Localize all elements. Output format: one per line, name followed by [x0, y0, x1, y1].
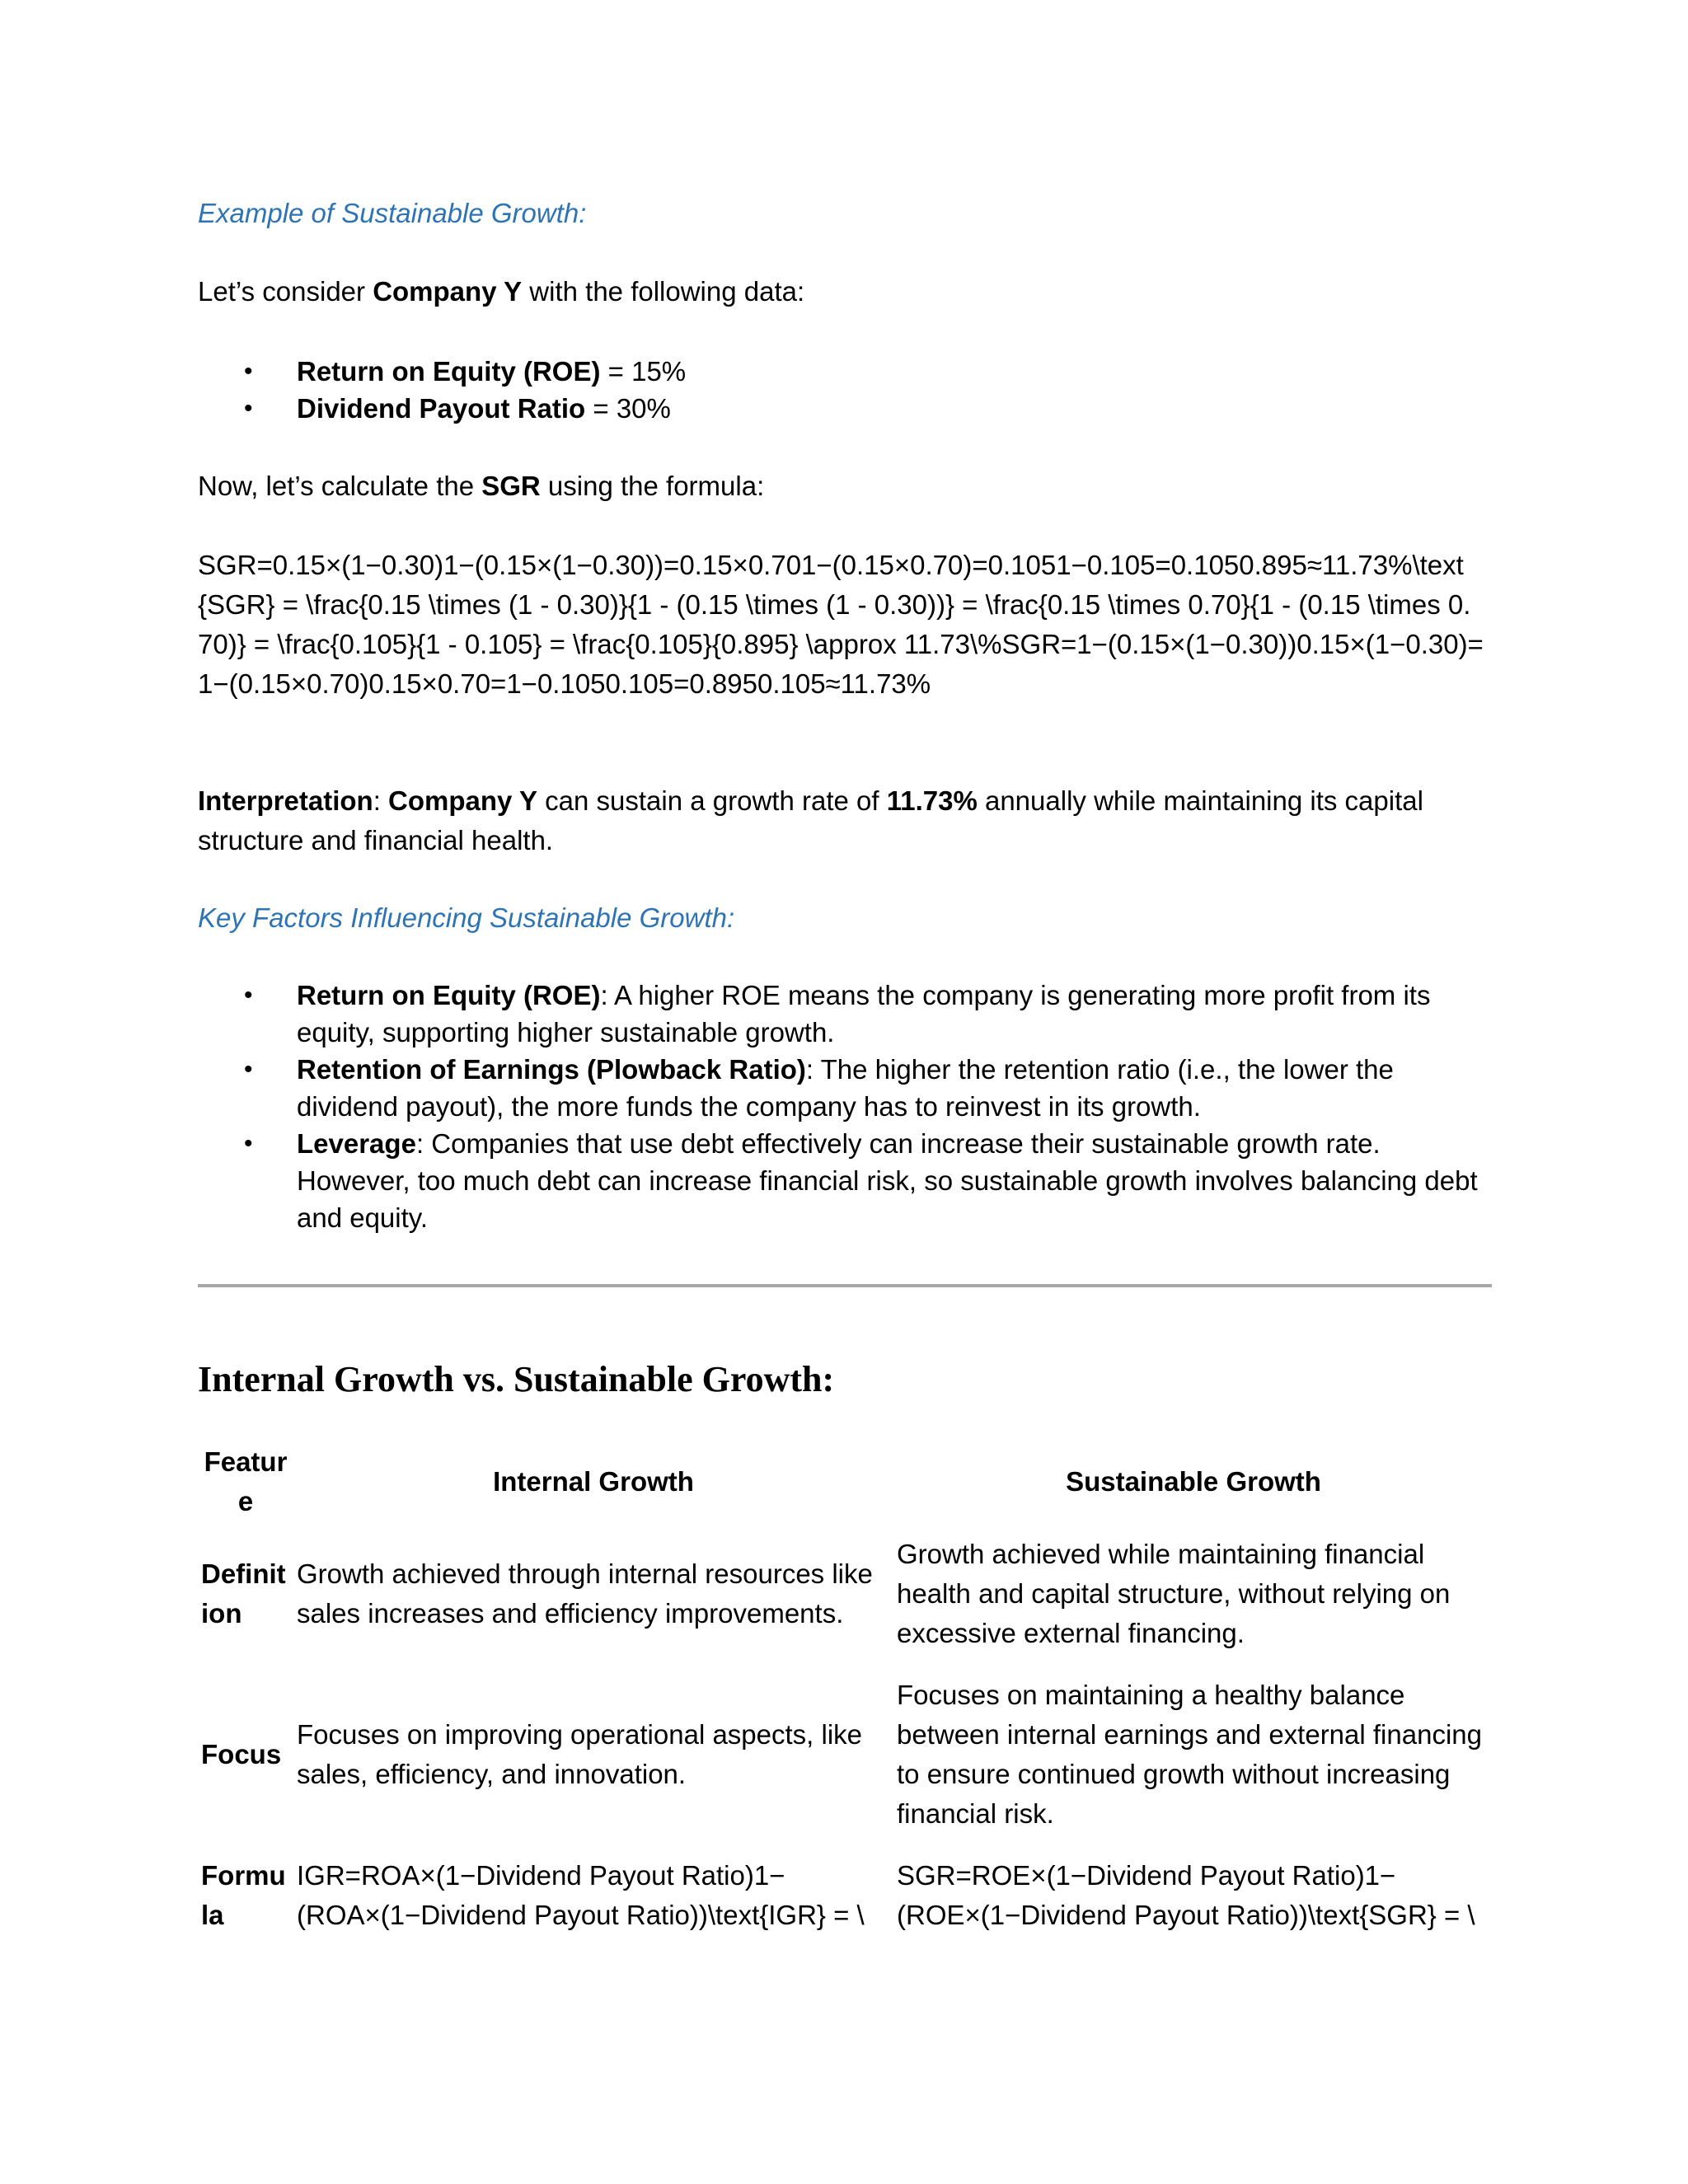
row-feature: Focus: [201, 1739, 282, 1769]
bullet-icon: •: [244, 1056, 253, 1083]
list-item: [198, 1051, 1500, 1125]
factor-label: Retention of Earnings (Plowback Ratio): [297, 1054, 806, 1085]
calc-prefix: Now, let’s calculate the: [198, 471, 482, 501]
row-internal: IGR=ROA×(1−Dividend Payout Ratio)1−(ROA×(1−Dividend Payout Ratio))\text{IGR} = \: [297, 1860, 865, 1930]
data-list: [198, 353, 1500, 427]
calc-suffix: using the formula:: [540, 471, 765, 501]
table-row: [198, 1660, 1493, 1849]
sgr-formula: SGR=0.15×(1−0.30)1−(0.15×(1−0.30))=0.15×0.701−(0.15×0.70)=0.1051−0.105=0.1050.895≈11.73%\text{SGR} = \frac{0.15 \times (1 - 0.30)}{1 - (0.15 \times (1 - 0.30))} = \frac{0.15 \times 0.70}{1 - (0.15 \times 0.70)} = \frac{0.105}{1 - 0.105} = \frac{0.105}{0.895} \approx 11.73\%SGR=1−(0.15×(1−0.30))0.15×(1−0.30)=1−(0.15×0.70)0.15×0.70=1−0.1050.105=0.8950.105≈11.73%: [198, 550, 1484, 699]
consider-suffix: with the following data:: [522, 276, 805, 307]
comparison-table: [198, 1436, 1493, 1942]
row-sustainable: SGR=ROE×(1−Dividend Payout Ratio)1−(ROE×(1−Dividend Payout Ratio))\text{SGR} = \: [897, 1860, 1475, 1930]
factors-list: [198, 977, 1500, 1236]
factor-label: Return on Equity (ROE): [297, 980, 601, 1010]
row-feature: Definition: [201, 1558, 286, 1629]
data-item-value: = 30%: [585, 393, 671, 424]
row-internal: Focuses on improving operational aspects, like sales, efficiency, and innovation.: [297, 1719, 863, 1789]
header-internal-growth: Internal Growth: [493, 1466, 694, 1497]
row-sustainable: Growth achieved while maintaining financial health and capital structure, without relying on excessive external financing.: [897, 1539, 1451, 1648]
consider-company: Company Y: [373, 276, 523, 307]
bullet-icon: •: [244, 1130, 253, 1157]
data-item-label: Dividend Payout Ratio: [297, 393, 586, 424]
row-internal: Growth achieved through internal resources like sales increases and efficiency improvements.: [297, 1558, 873, 1629]
interpretation-middle: can sustain a growth rate of: [537, 785, 887, 816]
table-header-row: [198, 1436, 1493, 1528]
factor-text: : The higher the retention ratio (i.e., the lower the dividend payout), the more funds the company has to reinvest in its growth.: [297, 1054, 1394, 1122]
header-sustainable-growth: Sustainable Growth: [1066, 1466, 1321, 1497]
bullet-icon: •: [244, 358, 253, 385]
interpretation-label: Interpretation: [198, 785, 373, 816]
table-row: [198, 1528, 1493, 1660]
interpretation-rate: 11.73%: [886, 785, 978, 816]
calc-term: SGR: [481, 471, 541, 501]
section-title: Internal Growth vs. Sustainable Growth:: [198, 1359, 835, 1399]
factor-text: : Companies that use debt effectively can increase their sustainable growth rate. However, too much debt can increase financial risk, so sustainable growth involves balancing debt and equity.: [297, 1128, 1478, 1233]
horizontal-divider: [198, 1284, 1492, 1287]
calc-paragraph: [198, 466, 1500, 506]
list-item: [198, 390, 1500, 427]
consider-prefix: Let’s consider: [198, 276, 373, 307]
bullet-icon: •: [244, 982, 253, 1009]
bullet-icon: •: [244, 395, 253, 422]
interpretation-paragraph: [198, 781, 1500, 860]
factor-text: : A higher ROE means the company is generating more profit from its equity, supporting higher sustainable growth.: [297, 980, 1431, 1047]
interpretation-colon: :: [373, 785, 389, 816]
consider-paragraph: [198, 272, 1500, 312]
list-item: [198, 977, 1500, 1051]
interpretation-suffix: annually while maintaining its capital structure and financial health.: [198, 785, 1423, 855]
example-heading: Example of Sustainable Growth:: [198, 198, 587, 228]
list-item: [198, 353, 1500, 390]
data-item-label: Return on Equity (ROE): [297, 356, 601, 387]
factor-label: Leverage: [297, 1128, 416, 1159]
table-row: [198, 1849, 1493, 1942]
row-feature: Formula: [201, 1860, 286, 1930]
header-feature: Feature: [204, 1446, 288, 1516]
row-sustainable: Focuses on maintaining a healthy balance between internal earnings and external financing to ensure continued growth without increasing financial risk.: [897, 1680, 1482, 1829]
factors-heading: Key Factors Influencing Sustainable Growth:: [198, 902, 735, 933]
data-item-value: = 15%: [600, 356, 687, 387]
list-item: [198, 1125, 1500, 1236]
interpretation-company: Company Y: [388, 785, 537, 816]
